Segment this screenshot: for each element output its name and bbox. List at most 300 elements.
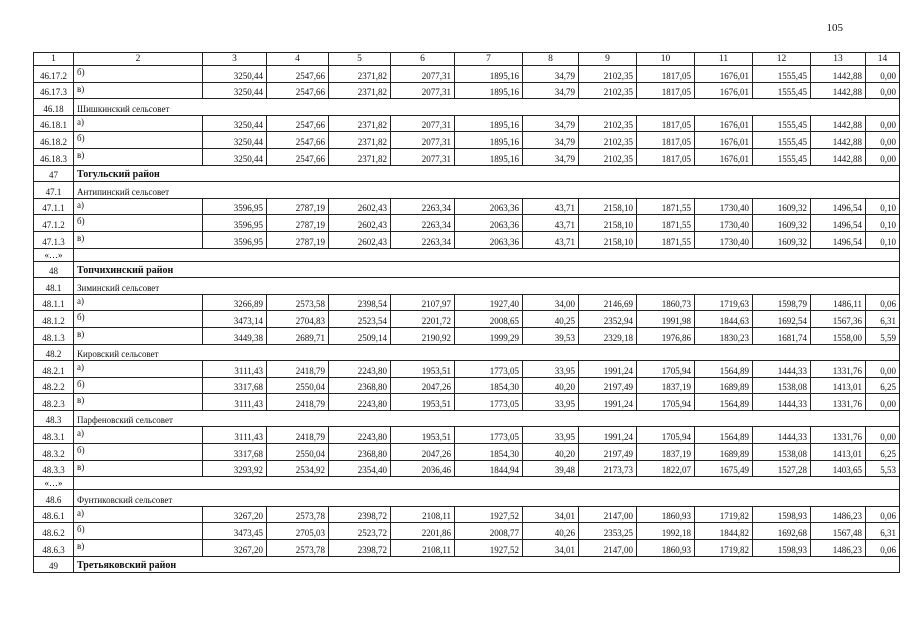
value-cell: 1773,05 <box>455 361 523 378</box>
value-cell: 2047,26 <box>391 444 455 461</box>
council-name-cell: Фунтиковский сельсовет <box>74 490 900 507</box>
value-cell: 2573,78 <box>267 540 329 557</box>
district-name-cell: Третьяковский район <box>74 556 900 573</box>
table-row <box>34 540 900 557</box>
value-cell: 2243,80 <box>329 361 391 378</box>
value-cell: 2368,80 <box>329 377 391 394</box>
value-cell: 34,79 <box>523 115 579 132</box>
district-name-cell: Тогульский район <box>74 165 900 182</box>
council-row <box>34 490 900 507</box>
value-cell: 1976,86 <box>637 327 695 344</box>
council-row <box>34 99 900 116</box>
row-code-cell: 46.17.2 <box>34 66 74 83</box>
district-row <box>34 165 900 182</box>
value-cell: 1486,23 <box>811 540 866 557</box>
value-cell: 6,31 <box>866 523 900 540</box>
value-cell: 1871,55 <box>637 198 695 215</box>
value-cell: 2147,00 <box>579 540 637 557</box>
row-code-cell: 46.18.2 <box>34 132 74 149</box>
value-cell: 1567,48 <box>811 523 866 540</box>
value-cell: 2201,72 <box>391 311 455 328</box>
value-cell: 2263,34 <box>391 198 455 215</box>
value-cell: 1953,51 <box>391 427 455 444</box>
value-cell: 0,10 <box>866 231 900 248</box>
value-cell: 1676,01 <box>695 115 753 132</box>
value-cell: 0,06 <box>866 294 900 311</box>
value-cell: 2547,66 <box>267 82 329 99</box>
council-code-cell: 48.2 <box>34 344 74 361</box>
value-cell: 0,00 <box>866 361 900 378</box>
value-cell: 1444,33 <box>753 361 811 378</box>
value-cell: 3596,95 <box>203 231 267 248</box>
table-row <box>34 361 900 378</box>
value-cell: 40,20 <box>523 444 579 461</box>
council-code-cell: 48.6 <box>34 490 74 507</box>
row-variant-cell: б) <box>74 215 203 232</box>
value-cell: 1927,40 <box>455 294 523 311</box>
value-cell: 2063,36 <box>455 198 523 215</box>
value-cell: 1837,19 <box>637 377 695 394</box>
value-cell: 1991,24 <box>579 394 637 411</box>
value-cell: 1442,88 <box>811 82 866 99</box>
value-cell: 2036,46 <box>391 460 455 477</box>
row-code-cell: 48.6.1 <box>34 506 74 523</box>
value-cell: 1860,73 <box>637 294 695 311</box>
value-cell: 40,20 <box>523 377 579 394</box>
value-cell: 2008,77 <box>455 523 523 540</box>
value-cell: 1564,89 <box>695 361 753 378</box>
council-row <box>34 278 900 295</box>
value-cell: 0,10 <box>866 198 900 215</box>
council-name-cell: Зиминский сельсовет <box>74 278 900 295</box>
row-code-cell: 48.2.1 <box>34 361 74 378</box>
row-variant-cell: б) <box>74 132 203 149</box>
column-header: 11 <box>695 53 753 66</box>
row-variant-cell: а) <box>74 198 203 215</box>
table-row <box>34 444 900 461</box>
value-cell: 3267,20 <box>203 506 267 523</box>
value-cell: 34,79 <box>523 66 579 83</box>
value-cell: 2689,71 <box>267 327 329 344</box>
value-cell: 1817,05 <box>637 115 695 132</box>
row-code-cell: 48.1.2 <box>34 311 74 328</box>
column-header: 5 <box>329 53 391 66</box>
column-header: 4 <box>267 53 329 66</box>
value-cell: 1822,07 <box>637 460 695 477</box>
row-variant-cell: в) <box>74 540 203 557</box>
value-cell: 1692,68 <box>753 523 811 540</box>
ellipsis-row <box>34 477 900 490</box>
value-cell: 5,59 <box>866 327 900 344</box>
table-row <box>34 394 900 411</box>
row-code-cell: 46.18.3 <box>34 148 74 165</box>
value-cell: 1860,93 <box>637 506 695 523</box>
value-cell: 1555,45 <box>753 66 811 83</box>
value-cell: 1927,52 <box>455 506 523 523</box>
row-variant-cell: а) <box>74 427 203 444</box>
value-cell: 43,71 <box>523 198 579 215</box>
value-cell: 0,00 <box>866 132 900 149</box>
table-row <box>34 460 900 477</box>
row-variant-cell: в) <box>74 82 203 99</box>
value-cell: 3473,14 <box>203 311 267 328</box>
value-cell: 2102,35 <box>579 66 637 83</box>
council-name-cell: Шишкинский сельсовет <box>74 99 900 116</box>
value-cell: 2787,19 <box>267 198 329 215</box>
value-cell: 2418,79 <box>267 361 329 378</box>
value-cell: 2329,18 <box>579 327 637 344</box>
value-cell: 34,01 <box>523 540 579 557</box>
value-cell: 2602,43 <box>329 198 391 215</box>
value-cell: 3293,92 <box>203 460 267 477</box>
value-cell: 1895,16 <box>455 66 523 83</box>
value-cell: 1331,76 <box>811 394 866 411</box>
value-cell: 1681,74 <box>753 327 811 344</box>
table-row <box>34 82 900 99</box>
value-cell: 1442,88 <box>811 132 866 149</box>
value-cell: 2354,40 <box>329 460 391 477</box>
value-cell: 2787,19 <box>267 215 329 232</box>
value-cell: 2509,14 <box>329 327 391 344</box>
row-code-cell: 46.17.3 <box>34 82 74 99</box>
value-cell: 1991,24 <box>579 361 637 378</box>
value-cell: 1486,11 <box>811 294 866 311</box>
value-cell: 2077,31 <box>391 148 455 165</box>
value-cell: 2243,80 <box>329 394 391 411</box>
table-row <box>34 198 900 215</box>
value-cell: 2547,66 <box>267 132 329 149</box>
value-cell: 1442,88 <box>811 115 866 132</box>
value-cell: 1991,98 <box>637 311 695 328</box>
table-row <box>34 66 900 83</box>
value-cell: 2547,66 <box>267 66 329 83</box>
row-variant-cell: а) <box>74 294 203 311</box>
value-cell: 1705,94 <box>637 361 695 378</box>
value-cell: 2550,04 <box>267 444 329 461</box>
value-cell: 1689,89 <box>695 444 753 461</box>
empty-cell <box>74 248 900 261</box>
value-cell: 1496,54 <box>811 198 866 215</box>
value-cell: 0,00 <box>866 82 900 99</box>
council-code-cell: 48.3 <box>34 410 74 427</box>
value-cell: 2201,86 <box>391 523 455 540</box>
value-cell: 43,71 <box>523 215 579 232</box>
table-row <box>34 377 900 394</box>
value-cell: 6,25 <box>866 444 900 461</box>
value-cell: 1830,23 <box>695 327 753 344</box>
column-header: 12 <box>753 53 811 66</box>
value-cell: 2197,49 <box>579 377 637 394</box>
row-code-cell: 48.6.2 <box>34 523 74 540</box>
row-code-cell: 47.1.1 <box>34 198 74 215</box>
value-cell: 3266,89 <box>203 294 267 311</box>
value-cell: 1558,00 <box>811 327 866 344</box>
value-cell: 3317,68 <box>203 444 267 461</box>
council-code-cell: 46.18 <box>34 99 74 116</box>
table-row <box>34 506 900 523</box>
value-cell: 6,31 <box>866 311 900 328</box>
column-header: 13 <box>811 53 866 66</box>
value-cell: 3596,95 <box>203 215 267 232</box>
value-cell: 1895,16 <box>455 132 523 149</box>
table-row <box>34 231 900 248</box>
value-cell: 1527,28 <box>753 460 811 477</box>
value-cell: 2787,19 <box>267 231 329 248</box>
value-cell: 1719,82 <box>695 540 753 557</box>
column-header: 6 <box>391 53 455 66</box>
value-cell: 1860,93 <box>637 540 695 557</box>
value-cell: 1676,01 <box>695 66 753 83</box>
value-cell: 1953,51 <box>391 394 455 411</box>
table-row <box>34 132 900 149</box>
district-row <box>34 556 900 573</box>
value-cell: 2371,82 <box>329 82 391 99</box>
value-cell: 2371,82 <box>329 66 391 83</box>
value-cell: 2263,34 <box>391 215 455 232</box>
value-cell: 2063,36 <box>455 231 523 248</box>
value-cell: 2371,82 <box>329 148 391 165</box>
value-cell: 1564,89 <box>695 427 753 444</box>
row-code-cell: 48.2.2 <box>34 377 74 394</box>
value-cell: 2523,54 <box>329 311 391 328</box>
value-cell: 3267,20 <box>203 540 267 557</box>
row-code-cell: 47.1.2 <box>34 215 74 232</box>
value-cell: 2102,35 <box>579 132 637 149</box>
value-cell: 1538,08 <box>753 444 811 461</box>
value-cell: 2371,82 <box>329 115 391 132</box>
row-code-cell: 48.6.3 <box>34 540 74 557</box>
council-name-cell: Кировский сельсовет <box>74 344 900 361</box>
value-cell: 1817,05 <box>637 148 695 165</box>
value-cell: 1496,54 <box>811 231 866 248</box>
value-cell: 1331,76 <box>811 427 866 444</box>
value-cell: 1598,93 <box>753 540 811 557</box>
value-cell: 2418,79 <box>267 394 329 411</box>
value-cell: 2547,66 <box>267 115 329 132</box>
value-cell: 1555,45 <box>753 82 811 99</box>
district-code-cell: 47 <box>34 165 74 182</box>
value-cell: 2368,80 <box>329 444 391 461</box>
column-header: 10 <box>637 53 695 66</box>
value-cell: 2243,80 <box>329 427 391 444</box>
table-row <box>34 327 900 344</box>
value-cell: 1773,05 <box>455 394 523 411</box>
value-cell: 1675,49 <box>695 460 753 477</box>
value-cell: 2398,72 <box>329 540 391 557</box>
council-code-cell: 47.1 <box>34 182 74 199</box>
value-cell: 2077,31 <box>391 115 455 132</box>
page-number: 105 <box>826 22 843 34</box>
council-name-cell: Парфеновский сельсовет <box>74 410 900 427</box>
value-cell: 2602,43 <box>329 215 391 232</box>
value-cell: 1719,63 <box>695 294 753 311</box>
row-variant-cell: в) <box>74 327 203 344</box>
value-cell: 33,95 <box>523 361 579 378</box>
district-name-cell: Топчихинский район <box>74 261 900 278</box>
row-code-cell: 48.3.2 <box>34 444 74 461</box>
value-cell: 34,79 <box>523 82 579 99</box>
value-cell: 2047,26 <box>391 377 455 394</box>
value-cell: 2190,92 <box>391 327 455 344</box>
column-header: 9 <box>579 53 637 66</box>
value-cell: 1705,94 <box>637 394 695 411</box>
value-cell: 1555,45 <box>753 148 811 165</box>
value-cell: 1555,45 <box>753 132 811 149</box>
row-code-cell: 48.1.3 <box>34 327 74 344</box>
value-cell: 2547,66 <box>267 148 329 165</box>
council-name-cell: Антипинский сельсовет <box>74 182 900 199</box>
value-cell: 34,00 <box>523 294 579 311</box>
value-cell: 1442,88 <box>811 66 866 83</box>
value-cell: 5,53 <box>866 460 900 477</box>
value-cell: 2077,31 <box>391 132 455 149</box>
council-row <box>34 344 900 361</box>
table-row <box>34 523 900 540</box>
value-cell: 3111,43 <box>203 394 267 411</box>
value-cell: 33,95 <box>523 427 579 444</box>
row-variant-cell: б) <box>74 311 203 328</box>
value-cell: 1895,16 <box>455 82 523 99</box>
value-cell: 3250,44 <box>203 148 267 165</box>
value-cell: 1598,79 <box>753 294 811 311</box>
value-cell: 33,95 <box>523 394 579 411</box>
row-code-cell: 46.18.1 <box>34 115 74 132</box>
value-cell: 34,01 <box>523 506 579 523</box>
value-cell: 1692,54 <box>753 311 811 328</box>
value-cell: 2102,35 <box>579 115 637 132</box>
value-cell: 1403,65 <box>811 460 866 477</box>
value-cell: 1609,32 <box>753 198 811 215</box>
value-cell: 0,10 <box>866 215 900 232</box>
value-cell: 2173,73 <box>579 460 637 477</box>
row-variant-cell: в) <box>74 394 203 411</box>
value-cell: 2102,35 <box>579 148 637 165</box>
value-cell: 1730,40 <box>695 215 753 232</box>
table-row <box>34 115 900 132</box>
value-cell: 1496,54 <box>811 215 866 232</box>
value-cell: 1817,05 <box>637 82 695 99</box>
value-cell: 43,71 <box>523 231 579 248</box>
empty-cell <box>74 477 900 490</box>
row-code-cell: 48.3.3 <box>34 460 74 477</box>
value-cell: 39,48 <box>523 460 579 477</box>
value-cell: 1817,05 <box>637 132 695 149</box>
value-cell: 2077,31 <box>391 82 455 99</box>
value-cell: 1953,51 <box>391 361 455 378</box>
value-cell: 1844,63 <box>695 311 753 328</box>
value-cell: 1413,01 <box>811 377 866 394</box>
value-cell: 2602,43 <box>329 231 391 248</box>
table-row <box>34 215 900 232</box>
value-cell: 1705,94 <box>637 427 695 444</box>
column-header: 1 <box>34 53 74 66</box>
value-cell: 1927,52 <box>455 540 523 557</box>
council-code-cell: 48.1 <box>34 278 74 295</box>
value-cell: 1444,33 <box>753 394 811 411</box>
value-cell: 1413,01 <box>811 444 866 461</box>
row-variant-cell: б) <box>74 377 203 394</box>
column-header: 2 <box>74 53 203 66</box>
row-code-cell: 48.3.1 <box>34 427 74 444</box>
value-cell: 2063,36 <box>455 215 523 232</box>
value-cell: 2147,00 <box>579 506 637 523</box>
value-cell: 1854,30 <box>455 444 523 461</box>
row-variant-cell: б) <box>74 444 203 461</box>
value-cell: 1854,30 <box>455 377 523 394</box>
value-cell: 1871,55 <box>637 231 695 248</box>
district-code-cell: 49 <box>34 556 74 573</box>
value-cell: 2523,72 <box>329 523 391 540</box>
table-row <box>34 294 900 311</box>
value-cell: 1609,32 <box>753 215 811 232</box>
value-cell: 1895,16 <box>455 148 523 165</box>
ellipsis-cell: «…» <box>34 248 74 261</box>
value-cell: 1844,82 <box>695 523 753 540</box>
value-cell: 1999,29 <box>455 327 523 344</box>
value-cell: 2108,11 <box>391 506 455 523</box>
value-cell: 1676,01 <box>695 82 753 99</box>
value-cell: 2704,83 <box>267 311 329 328</box>
value-cell: 2158,10 <box>579 231 637 248</box>
value-cell: 1817,05 <box>637 66 695 83</box>
row-variant-cell: а) <box>74 506 203 523</box>
value-cell: 2398,54 <box>329 294 391 311</box>
value-cell: 34,79 <box>523 132 579 149</box>
value-cell: 1689,89 <box>695 377 753 394</box>
value-cell: 2107,97 <box>391 294 455 311</box>
value-cell: 1730,40 <box>695 231 753 248</box>
value-cell: 0,00 <box>866 115 900 132</box>
value-cell: 3111,43 <box>203 427 267 444</box>
value-cell: 0,00 <box>866 66 900 83</box>
column-header: 7 <box>455 53 523 66</box>
row-code-cell: 48.1.1 <box>34 294 74 311</box>
value-cell: 3250,44 <box>203 82 267 99</box>
table-header-row <box>34 53 900 66</box>
value-cell: 2077,31 <box>391 66 455 83</box>
value-cell: 2146,69 <box>579 294 637 311</box>
value-cell: 1564,89 <box>695 394 753 411</box>
value-cell: 2108,11 <box>391 540 455 557</box>
ellipsis-cell: «…» <box>34 477 74 490</box>
value-cell: 3317,68 <box>203 377 267 394</box>
value-cell: 2705,03 <box>267 523 329 540</box>
value-cell: 0,00 <box>866 427 900 444</box>
value-cell: 2353,25 <box>579 523 637 540</box>
value-cell: 3250,44 <box>203 132 267 149</box>
value-cell: 1895,16 <box>455 115 523 132</box>
column-header: 8 <box>523 53 579 66</box>
value-cell: 2263,34 <box>391 231 455 248</box>
value-cell: 1486,23 <box>811 506 866 523</box>
row-variant-cell: б) <box>74 523 203 540</box>
value-cell: 3596,95 <box>203 198 267 215</box>
value-cell: 2158,10 <box>579 198 637 215</box>
value-cell: 0,00 <box>866 148 900 165</box>
value-cell: 1555,45 <box>753 115 811 132</box>
value-cell: 3111,43 <box>203 361 267 378</box>
value-cell: 40,26 <box>523 523 579 540</box>
value-cell: 1719,82 <box>695 506 753 523</box>
value-cell: 3473,45 <box>203 523 267 540</box>
value-cell: 2371,82 <box>329 132 391 149</box>
row-variant-cell: в) <box>74 231 203 248</box>
value-cell: 2573,78 <box>267 506 329 523</box>
row-variant-cell: в) <box>74 460 203 477</box>
district-code-cell: 48 <box>34 261 74 278</box>
council-row <box>34 410 900 427</box>
row-variant-cell: а) <box>74 361 203 378</box>
